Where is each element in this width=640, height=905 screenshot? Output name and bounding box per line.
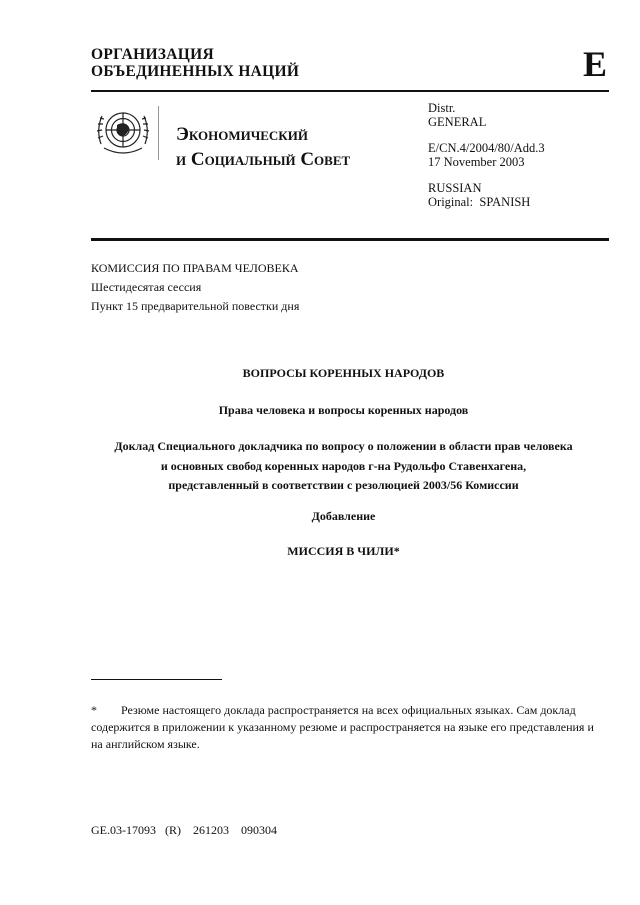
language-letter: E: [583, 44, 608, 84]
un-emblem-icon: [92, 104, 154, 160]
session: Шестидесятая сессия: [91, 280, 202, 294]
footnote-text: Резюме настоящего доклада распространяется на всех официальных языках. Сам доклад содержится в приложении к указанному резюме и распространяется на языке его представления и на английском языке.: [91, 703, 594, 751]
subtitle: Права человека и вопросы коренных народов: [218, 403, 469, 417]
council-line-2: и Социальный Совет: [176, 149, 351, 170]
organization-name: [91, 46, 299, 80]
org-line-2: ОБЪЕДИНЕННЫХ НАЦИЙ: [91, 63, 300, 80]
report-title-line-2: и основных свобод коренных народов г-на Рудольфо Ставенхагена,: [160, 458, 527, 473]
commission-block: [91, 259, 299, 316]
footnote: [91, 702, 596, 753]
report-title-line-1: Доклад Специального докладчика по вопросу о положении в области прав человека: [114, 439, 573, 453]
distr-label: Distr.: [428, 101, 456, 115]
footnote-rule: [91, 679, 222, 680]
document-symbol: E/CN.4/2004/80/Add.3: [428, 141, 545, 155]
logo-divider: [158, 106, 159, 160]
council-line-1: Экономический: [176, 124, 308, 145]
council-name: [176, 122, 350, 172]
report-title: [91, 437, 596, 496]
header-rule: [91, 238, 609, 241]
agenda-item: Пункт 15 предварительной повестки дня: [91, 299, 300, 313]
original-language: Original: SPANISH: [428, 194, 531, 209]
footnote-marker: *: [91, 703, 97, 717]
report-title-line-3: представленный в соответствии с резолюцией 2003/56 Комиссии: [168, 478, 519, 492]
document-meta: [428, 102, 545, 209]
mission-title: МИССИЯ В ЧИЛИ*: [287, 544, 400, 558]
commission-name: КОМИССИЯ ПО ПРАВАМ ЧЕЛОВЕКА: [91, 261, 299, 275]
document-date: 17 November 2003: [428, 154, 525, 169]
distr-value: GENERAL: [428, 114, 487, 129]
document-language: RUSSIAN: [428, 181, 482, 195]
top-rule: [91, 90, 609, 92]
addendum-label: Добавление: [311, 509, 376, 523]
document-number: GE.03-17093 (R) 261203 090304: [91, 823, 277, 837]
org-line-1: ОРГАНИЗАЦИЯ: [91, 46, 214, 63]
main-title: ВОПРОСЫ КОРЕННЫХ НАРОДОВ: [242, 366, 445, 380]
